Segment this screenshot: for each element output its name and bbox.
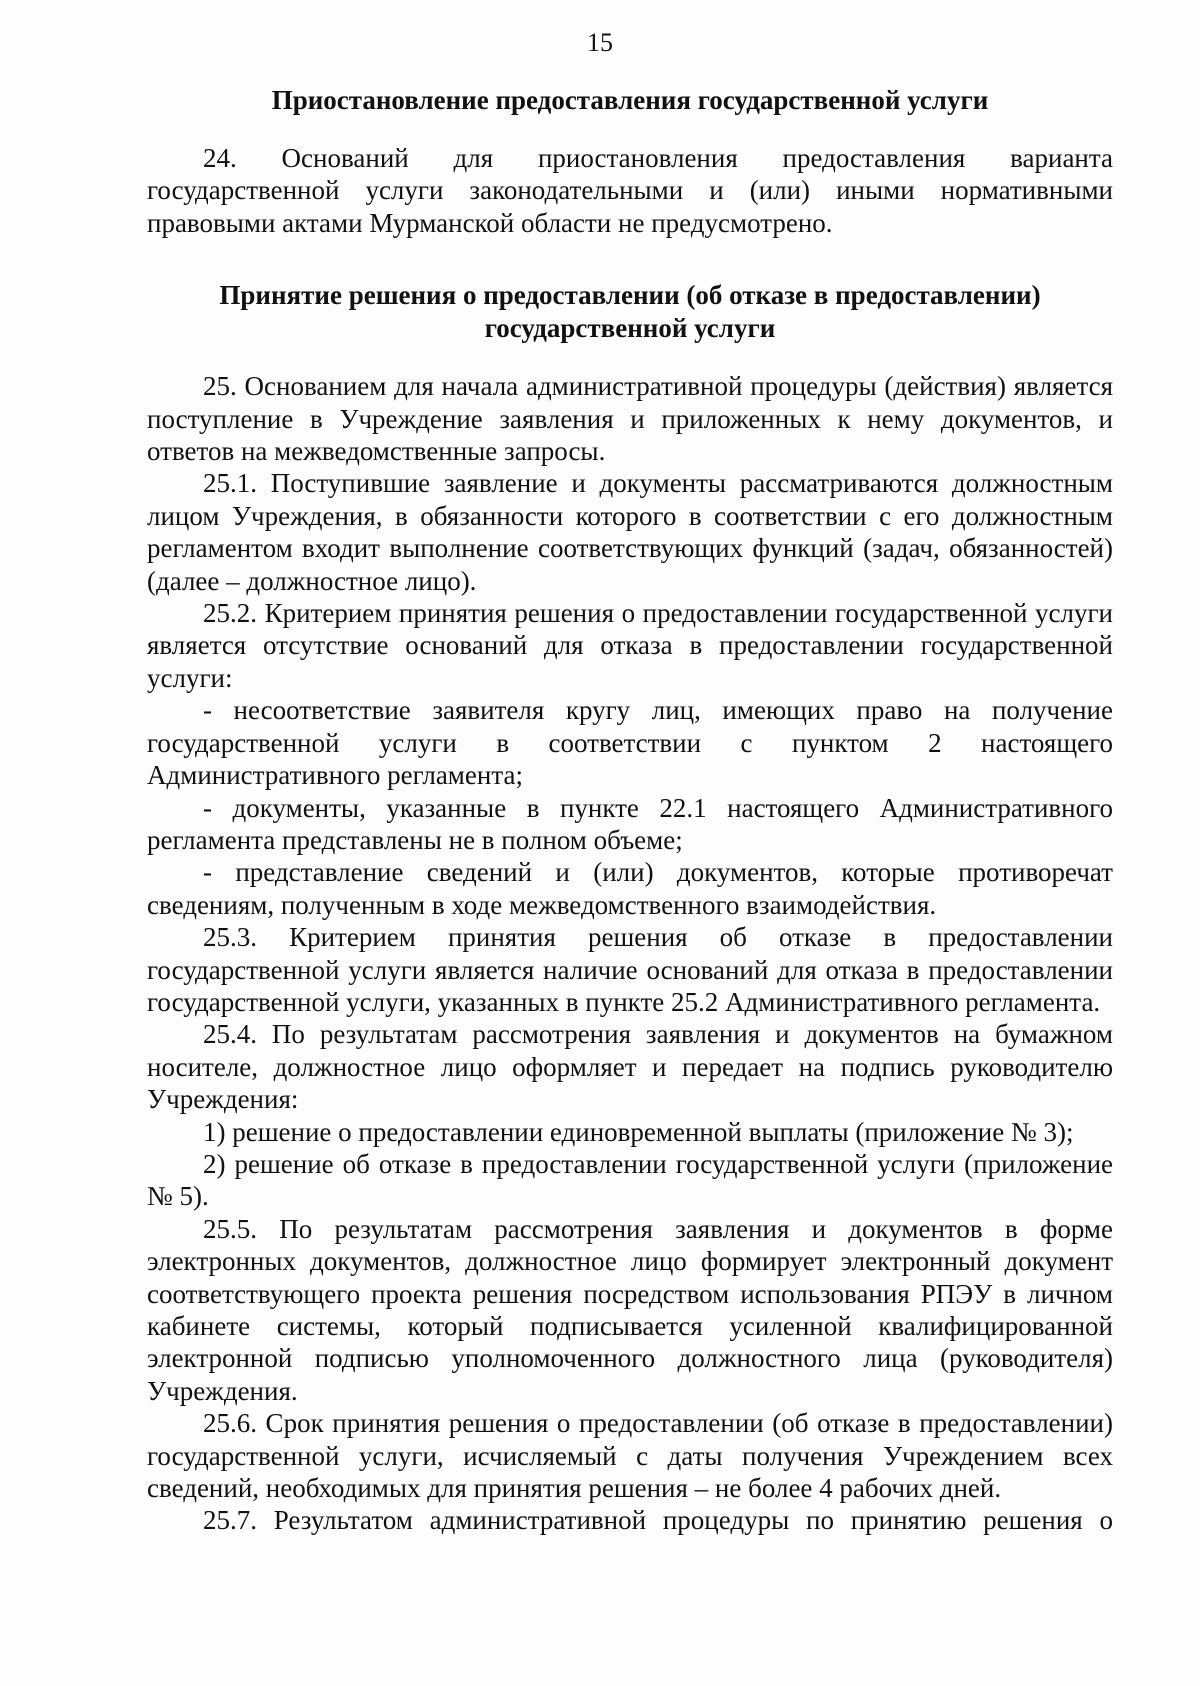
section-heading-suspension: Приостановление предоставления государственной услуги bbox=[271, 85, 989, 115]
section-heading-decision: Принятие решения о предоставлении (об отказе в предоставлении) государственной услуги bbox=[219, 280, 1041, 344]
paragraph-25-2: 25.2. Критерием принятия решения о предоставлении государственной услуги является отсутствие оснований для отказа в предоставлении государственной услуги: bbox=[147, 598, 1113, 693]
paragraph-25-1: 25.1. Поступившие заявление и документы рассматриваются должностным лицом Учреждения, в обязанности которого в соответствии с его должностным регламентом входит выполнение соответствующих функций (задач, обязанностей) (далее – должностное лицо). bbox=[147, 468, 1113, 596]
page-number: 15 bbox=[587, 28, 613, 57]
paragraph-25: 25. Основанием для начала административной процедуры (действия) является поступление в Учреждение заявления и приложенных к нему документов, и ответов на межведомственные запросы. bbox=[147, 371, 1113, 467]
page-content bbox=[147, 84, 1113, 1537]
paragraph-25-7: 25.7. Результатом административной процедуры по принятию решения о bbox=[203, 1505, 1113, 1536]
list-item-criterion-2: - документы, указанные в пункте 22.1 настоящего Административного регламента представлены не в полном объеме; bbox=[147, 792, 1113, 855]
list-item-criterion-1: - несоответствие заявителя кругу лиц, имеющих право на получение государственной услуги в соответствии с пунктом 2 настоящего Административного регламента; bbox=[147, 695, 1113, 791]
paragraph-25-6: 25.6. Срок принятия решения о предоставлении (об отказе в предоставлении) государственной услуги, исчисляемый с даты получения Учреждением всех сведений, необходимых для принятия решения – не более 4 рабочих дней. bbox=[147, 1408, 1113, 1504]
paragraph-24: 24. Оснований для приостановления предоставления варианта государственной услуги законодательными и (или) иными нормативными правовыми актами Мурманской области не предусмотрено. bbox=[147, 143, 1113, 238]
list-item-criterion-3: - представление сведений и (или) документов, которые противоречат сведениям, полученным в ходе межведомственного взаимодействия. bbox=[147, 857, 1113, 920]
paragraph-25-5: 25.5. По результатам рассмотрения заявления и документов в форме электронных документов, должностное лицо формирует электронный документ соответствующего проекта решения посредством использования РПЭУ в личном кабинете системы, который подписывается усиленной квалифицированной электронной подписью уполномоченного должностного лица (руководителя) Учреждения. bbox=[147, 1213, 1113, 1406]
paragraph-25-4: 25.4. По результатам рассмотрения заявления и документов на бумажном носителе, должностное лицо оформляет и передает на подпись руководителю Учреждения: bbox=[147, 1019, 1113, 1115]
list-item-decision-refusal: 2) решение об отказе в предоставлении государственной услуги (приложение № 5). bbox=[147, 1148, 1113, 1212]
paragraph-25-3: 25.3. Критерием принятия решения об отказе в предоставлении государственной услуги является наличие оснований для отказа в предоставлении государственной услуги, указанных в пункте 25.2 Административного регламента. bbox=[147, 922, 1113, 1017]
list-item-decision-grant: 1) решение о предоставлении единовременной выплаты (приложение № 3); bbox=[203, 1116, 1074, 1147]
